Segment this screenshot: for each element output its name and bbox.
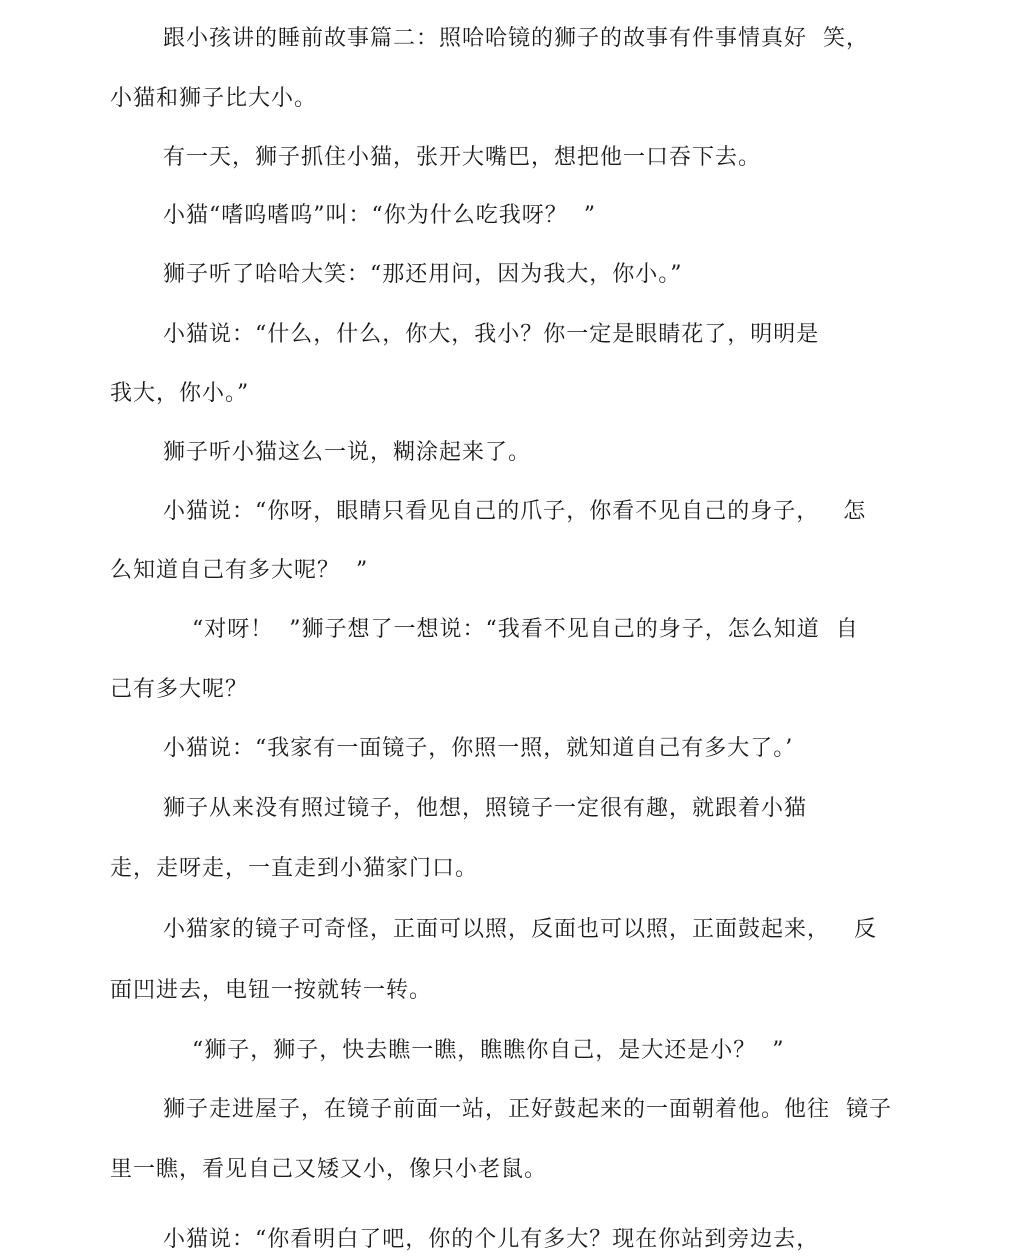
text-line: 走，走呀走，一直走到小猫家门口。	[110, 856, 479, 881]
text-line: 狮子从来没有照过镜子，他想，照镜子一定很有趣，就跟着小猫	[163, 796, 808, 821]
text-line: 小猫说：“我家有一面镜子，你照一照，就知道自己有多大了。’	[163, 736, 794, 761]
text-line: 小猫家的镜子可奇怪，正面可以照，反面也可以照，正面鼓起来， 反	[163, 917, 877, 942]
text-line: 有一天，狮子抓住小猫，张开大嘴巴，想把他一口吞下去。	[163, 145, 762, 170]
text-line: 己有多大呢？	[110, 677, 249, 702]
text-line: 小猫说：“你看明白了吧，你的个儿有多大？现在你站到旁边去，	[163, 1227, 820, 1252]
text-line: 我大，你小。”	[110, 381, 250, 406]
text-line: “对呀！ ”狮子想了一想说：“我看不见自己的身子，怎么知道 自	[192, 617, 859, 642]
text-line: 么知道自己有多大呢？ ”	[110, 558, 369, 583]
text-line: 小猫说：“什么，什么，你大，我小？你一定是眼睛花了，明明是	[163, 322, 820, 347]
text-line: 狮子听了哈哈大笑：“那还用问，因为我大，你小。”	[163, 262, 683, 287]
text-line: 小猫“嗜呜嗜呜”叫：“你为什么吃我呀？ ”	[163, 203, 596, 228]
text-line: 狮子走进屋子，在镜子前面一站，正好鼓起来的一面朝着他。他往 镜子	[163, 1097, 892, 1122]
text-line: 小猫和狮子比大小。	[110, 86, 318, 111]
text-line: 跟小孩讲的睡前故事篇二：照哈哈镜的狮子的故事有件事情真好 笑，	[163, 26, 869, 51]
text-line: “狮子，狮子，快去瞧一瞧，瞧瞧你自己，是大还是小？ ”	[192, 1038, 785, 1063]
text-line: 面凹进去，电钮一按就转一转。	[110, 978, 433, 1003]
text-line: 小猫说：“你呀，眼睛只看见自己的爪子，你看不见自己的身子， 怎	[163, 499, 867, 524]
text-line: 里一瞧，看见自己又矮又小，像只小老鼠。	[110, 1157, 548, 1182]
text-line: 狮子听小猫这么一说，糊涂起来了。	[163, 440, 532, 465]
